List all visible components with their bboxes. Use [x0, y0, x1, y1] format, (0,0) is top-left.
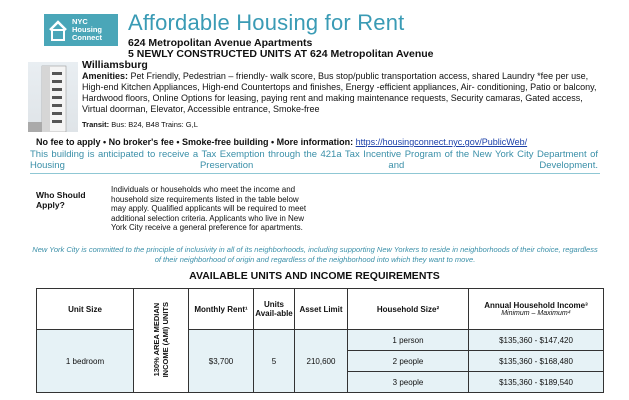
transit-info [82, 120, 198, 129]
income-header-label: Annual Household Income³ [484, 301, 588, 310]
cell-household-size: 3 people [348, 372, 469, 393]
fee-text: No fee to apply • No broker's fee • Smoke-free building • More information: [36, 137, 354, 147]
who-should-apply-text: Individuals or households who meet the income and household size requirements listed in the table below may apply. Qualified applicants will be required to meet additional selection criteria. Applicants who live in New York City receive a general preference for apartments. [111, 185, 307, 232]
page-title: Affordable Housing for Rent [128, 10, 405, 35]
nyc-inclusivity-statement: New York City is committed to the principle of inclusivity in all of its neighborhoods, including supporting New Yorkers to reside in neighborhoods of their choice, regardless of their neighborhood of origin and regardless of the neighborhood into which they want to move. [32, 245, 598, 264]
amenities-label: Amenities: [82, 71, 129, 81]
logo-text [72, 18, 102, 42]
header-units-available: Units Avail-able [254, 289, 295, 330]
fee-notice [36, 137, 527, 147]
amenities [82, 71, 602, 115]
building-photo [28, 62, 78, 132]
header-household-size: Household Size² [348, 289, 469, 330]
cell-household-size: 1 person [348, 330, 469, 351]
transit-text: Bus: B24, B48 Trains: G,L [111, 120, 198, 129]
header-unit-size: Unit Size [37, 289, 134, 330]
units-subtitle: 5 NEWLY CONSTRUCTED UNITS AT 624 Metropolitan Avenue [128, 48, 434, 60]
cell-asset-limit: 210,600 [295, 330, 348, 393]
cell-monthly-rent: $3,700 [189, 330, 254, 393]
transit-label: Transit: [82, 120, 110, 129]
who-should-apply-label: Who Should Apply? [36, 190, 86, 210]
nyc-housing-connect-logo [44, 14, 118, 46]
divider [30, 173, 600, 174]
income-header-sub: Minimum – Maximum⁴ [501, 310, 571, 317]
header-asset-limit: Asset Limit [295, 289, 348, 330]
logo-line-3: Connect [72, 33, 102, 42]
house-icon [48, 18, 68, 42]
tax-exemption-notice: This building is anticipated to receive a Tax Exemption through the 421a Tax Incentive Program of the New York City Department of Housing Preservation and Development. [30, 149, 598, 171]
header-monthly-rent: Monthly Rent¹ [189, 289, 254, 330]
housing-connect-link[interactable]: https://housingconnect.nyc.gov/PublicWeb/ [355, 137, 528, 147]
cell-income-range: $135,360 - $189,540 [469, 372, 604, 393]
cell-household-size: 2 people [348, 351, 469, 372]
header-annual-income [469, 289, 604, 330]
neighborhood: Williamsburg [82, 59, 148, 71]
table-header-row [37, 289, 604, 330]
ami-column [134, 289, 189, 393]
ami-label: 130% AREA MEDIAN INCOME (AMI) UNITS [152, 301, 170, 378]
table-row [37, 330, 604, 351]
cell-income-range: $135,360 - $147,420 [469, 330, 604, 351]
units-table-heading: AVAILABLE UNITS AND INCOME REQUIREMENTS [189, 270, 440, 282]
logo-line-1: NYC [72, 17, 88, 26]
amenities-text: Pet Friendly, Pedestrian – friendly- walk score, Bus stop/public transportation access, shared Laundry *fee per use, High-end Kitchen Appliances, High-end Countertops and finishes, Energy -efficient appliances, Air- conditioning, Patio or balcony, Hardwood floors, Online Options for leasing, paying rent and making maintenance requests, Security camaras, Gated access, Virtual doorman, Elevator, Accessible entrance, Smoke-free [82, 71, 597, 114]
cell-units-available: 5 [254, 330, 295, 393]
cell-unit-size: 1 bedroom [37, 330, 134, 393]
cell-income-range: $135,360 - $168,480 [469, 351, 604, 372]
logo-line-2: Housing [72, 25, 102, 34]
units-income-table [36, 288, 604, 393]
building-name: 624 Metropolitan Avenue Apartments [128, 37, 313, 49]
